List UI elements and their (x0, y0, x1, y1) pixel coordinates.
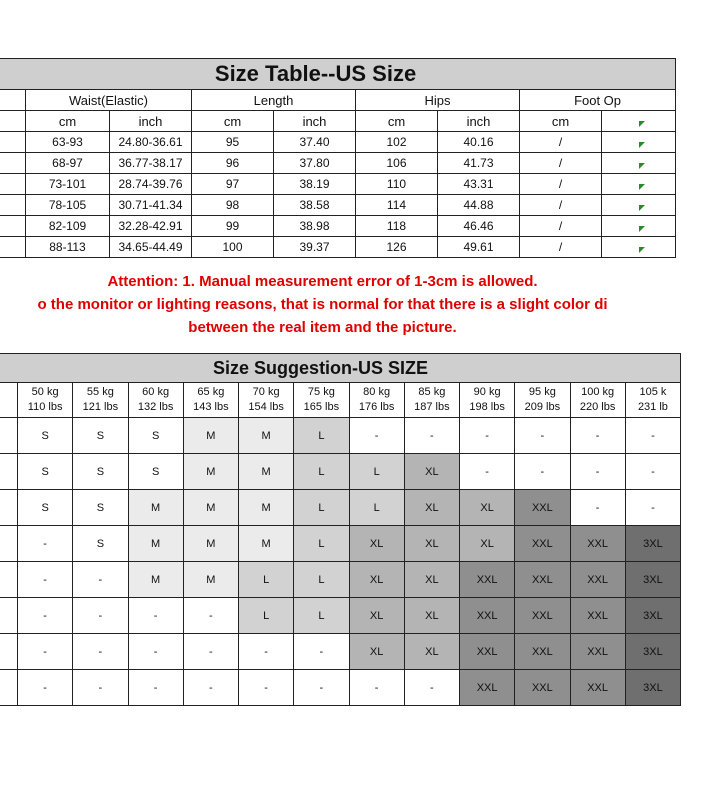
size-cell: 106 (356, 153, 438, 174)
weight-kg: 100 kg (581, 386, 615, 398)
size-cell: 28.74-39.76 (110, 174, 192, 195)
size-cell: 78-105 (26, 195, 110, 216)
suggestion-row (0, 454, 681, 490)
suggestion-cell: - (128, 670, 183, 706)
size-cell: 37.40 (274, 132, 356, 153)
weight-lbs: 198 lbs (469, 401, 505, 413)
size-cell: 44.88 (438, 195, 520, 216)
weight-header (73, 383, 128, 418)
suggestion-cell: - (18, 526, 73, 562)
suggestion-cell: - (183, 670, 238, 706)
size-cell-extra (602, 153, 676, 174)
green-corner-mark (639, 121, 645, 127)
height-cell (0, 598, 18, 634)
suggestion-cell: - (128, 634, 183, 670)
size-row (0, 216, 676, 237)
weight-lbs: 187 lbs (414, 401, 450, 413)
size-cell: 41.73 (438, 153, 520, 174)
suggestion-cell: XXL (515, 670, 570, 706)
suggestion-cell: M (183, 454, 238, 490)
suggestion-cell: - (625, 454, 680, 490)
green-corner-mark (639, 163, 645, 169)
height-cell (0, 526, 18, 562)
size-cell: 88-113 (26, 237, 110, 258)
suggestion-cell: - (515, 454, 570, 490)
suggestion-cell: XL (349, 526, 404, 562)
suggestion-cell: M (183, 490, 238, 526)
suggestion-cell: - (349, 670, 404, 706)
weight-header (515, 383, 570, 418)
suggestion-cell: S (73, 526, 128, 562)
size-table-title: Size Table--US Size (0, 59, 676, 90)
weight-kg: 95 kg (528, 386, 556, 398)
suggestion-cell: XXL (460, 562, 515, 598)
green-corner-mark (639, 142, 645, 148)
size-row (0, 195, 676, 216)
suggestion-cell: L (294, 598, 349, 634)
suggestion-cell: S (18, 490, 73, 526)
suggestion-cell: XXL (570, 598, 625, 634)
suggestion-cell: - (460, 418, 515, 454)
size-cell (0, 237, 26, 258)
suggestion-cell: L (349, 490, 404, 526)
suggestion-cell: XL (349, 634, 404, 670)
suggestion-cell: XXL (570, 526, 625, 562)
weight-lbs: 143 lbs (193, 401, 229, 413)
subheader-foot-inch (602, 111, 676, 132)
size-cell-extra (602, 174, 676, 195)
size-cell (0, 153, 26, 174)
suggestion-cell: XXL (515, 562, 570, 598)
weight-lbs: 209 lbs (524, 401, 561, 413)
suggestion-cell: XXL (515, 598, 570, 634)
size-cell: 73-101 (26, 174, 110, 195)
suggestion-cell: - (18, 562, 73, 598)
suggestion-cell: M (128, 490, 183, 526)
weight-header (294, 383, 349, 418)
size-cell: 24.80-36.61 (110, 132, 192, 153)
suggestion-cell: S (73, 490, 128, 526)
weight-kg: 85 kg (418, 386, 446, 398)
suggestion-cell: - (570, 454, 625, 490)
suggestion-row (0, 418, 681, 454)
suggestion-cell: M (239, 418, 294, 454)
size-cell: 34.65-44.49 (110, 237, 192, 258)
size-cell: 110 (356, 174, 438, 195)
suggestion-cell: S (73, 454, 128, 490)
size-cell: 36.77-38.17 (110, 153, 192, 174)
suggestion-cell: 3XL (625, 562, 680, 598)
suggestion-cell: - (570, 418, 625, 454)
size-cell: / (520, 153, 602, 174)
weight-lbs: 132 lbs (137, 401, 174, 413)
suggestion-cell: XL (404, 562, 459, 598)
size-cell: 43.31 (438, 174, 520, 195)
suggestion-cell: M (239, 454, 294, 490)
weight-kg: 105 k (639, 386, 667, 398)
suggestion-cell: - (73, 598, 128, 634)
weight-header (460, 383, 515, 418)
size-cell: 99 (192, 216, 274, 237)
suggestion-cell: L (294, 454, 349, 490)
suggestion-cell: - (239, 634, 294, 670)
size-cell-extra (602, 216, 676, 237)
size-cell: 38.58 (274, 195, 356, 216)
suggestion-cell: 3XL (625, 634, 680, 670)
weight-lbs: 231 lb (637, 401, 668, 413)
suggestion-cell: M (128, 562, 183, 598)
size-row (0, 132, 676, 153)
attention-line-3: between the real item and the picture. (188, 319, 457, 336)
size-cell: 82-109 (26, 216, 110, 237)
suggestion-cell: - (625, 490, 680, 526)
size-cell: / (520, 237, 602, 258)
size-row (0, 237, 676, 258)
suggestion-cell: XXL (515, 526, 570, 562)
suggestion-cell: XL (404, 634, 459, 670)
size-cell: 114 (356, 195, 438, 216)
size-cell (0, 216, 26, 237)
size-cell (0, 174, 26, 195)
weight-kg: 75 kg (307, 386, 335, 398)
suggestion-cell: - (128, 598, 183, 634)
weight-kg: 60 kg (142, 386, 170, 398)
size-cell: 96 (192, 153, 274, 174)
suggestion-cell: XL (404, 490, 459, 526)
suggestion-cell: S (128, 418, 183, 454)
size-suggestion-table (0, 353, 681, 706)
suggestion-cell: M (128, 526, 183, 562)
suggestion-cell: M (183, 562, 238, 598)
weight-header (239, 383, 294, 418)
header-waist: Waist(Elastic) (26, 90, 192, 111)
suggestion-cell: - (349, 418, 404, 454)
size-cell-extra (602, 237, 676, 258)
suggestion-cell: S (18, 418, 73, 454)
size-cell: 118 (356, 216, 438, 237)
height-cell (0, 490, 18, 526)
size-cell: 63-93 (26, 132, 110, 153)
subheader-hips-cm: cm (356, 111, 438, 132)
size-cell (0, 195, 26, 216)
suggestion-row (0, 598, 681, 634)
suggestion-cell: - (18, 634, 73, 670)
weight-kg: 70 kg (252, 386, 280, 398)
size-row (0, 153, 676, 174)
suggestion-body (0, 383, 681, 706)
weight-header (570, 383, 625, 418)
suggestion-cell: 3XL (625, 670, 680, 706)
suggestion-cell: XXL (570, 670, 625, 706)
suggestion-cell: - (73, 562, 128, 598)
suggestion-cell: XXL (515, 490, 570, 526)
suggestion-cell: L (294, 526, 349, 562)
suggestion-cell: XXL (460, 670, 515, 706)
green-corner-mark (639, 247, 645, 253)
size-cell-extra (602, 132, 676, 153)
weight-lbs: 121 lbs (82, 401, 119, 413)
header-hips: Hips (356, 90, 520, 111)
suggestion-cell: - (18, 598, 73, 634)
weight-kg: 80 kg (363, 386, 391, 398)
subheader-length-inch: inch (274, 111, 356, 132)
suggestion-cell: - (18, 670, 73, 706)
suggestion-cell: XL (404, 598, 459, 634)
weight-lbs: 176 lbs (358, 401, 395, 413)
height-cell (0, 454, 18, 490)
subheader-length-cm: cm (192, 111, 274, 132)
suggestion-row (0, 562, 681, 598)
suggestion-cell: 3XL (625, 598, 680, 634)
suggestion-cell: XL (349, 562, 404, 598)
size-cell: 68-97 (26, 153, 110, 174)
size-cell: 40.16 (438, 132, 520, 153)
weight-lbs: 165 lbs (303, 401, 340, 413)
suggestion-cell: XL (404, 526, 459, 562)
suggestion-cell: M (239, 526, 294, 562)
suggestion-cell: L (349, 454, 404, 490)
size-cell: 39.37 (274, 237, 356, 258)
size-cell: 46.46 (438, 216, 520, 237)
weight-header (128, 383, 183, 418)
suggestion-cell: - (404, 418, 459, 454)
size-cell: 97 (192, 174, 274, 195)
suggestion-cell: M (239, 490, 294, 526)
size-table (0, 58, 676, 258)
size-cell: 37.80 (274, 153, 356, 174)
size-cell: 38.19 (274, 174, 356, 195)
suggestion-row (0, 634, 681, 670)
suggestion-cell: S (128, 454, 183, 490)
suggestion-cell: M (183, 526, 238, 562)
weight-lbs: 110 lbs (27, 401, 63, 413)
size-cell: 100 (192, 237, 274, 258)
weight-kg: 90 kg (473, 386, 501, 398)
header-size-cm (0, 90, 26, 111)
suggestion-cell: L (294, 418, 349, 454)
height-cell (0, 418, 18, 454)
size-cell: 49.61 (438, 237, 520, 258)
weight-header (404, 383, 459, 418)
suggestion-cell: L (294, 490, 349, 526)
suggestion-cell: XXL (460, 634, 515, 670)
size-cell: / (520, 174, 602, 195)
weight-header (18, 383, 73, 418)
size-cell: 98 (192, 195, 274, 216)
suggestion-cell: XL (460, 490, 515, 526)
size-cell: / (520, 216, 602, 237)
subheader-foot-cm: cm (520, 111, 602, 132)
size-table-body (0, 132, 676, 258)
size-row (0, 174, 676, 195)
suggestion-cell: XXL (570, 562, 625, 598)
suggestion-cell: S (18, 454, 73, 490)
green-corner-mark (639, 205, 645, 211)
suggestion-cell: S (73, 418, 128, 454)
suggestion-title: Size Suggestion-US SIZE (0, 354, 681, 383)
suggestion-cell: - (73, 634, 128, 670)
suggestion-cell: XL (460, 526, 515, 562)
size-cell (0, 132, 26, 153)
size-cell-extra (602, 195, 676, 216)
size-cell: 126 (356, 237, 438, 258)
suggestion-cell: XXL (515, 634, 570, 670)
subheader-waist-cm: cm (26, 111, 110, 132)
subheader-size (0, 111, 26, 132)
subheader-hips-inch: inch (438, 111, 520, 132)
size-cell: / (520, 132, 602, 153)
suggestion-cell: - (625, 418, 680, 454)
suggestion-cell: XL (404, 454, 459, 490)
height-corner-cell (0, 383, 18, 418)
weight-kg: 65 kg (197, 386, 225, 398)
suggestion-cell: L (239, 562, 294, 598)
header-length: Length (192, 90, 356, 111)
suggestion-cell: - (183, 634, 238, 670)
weight-header (625, 383, 680, 418)
green-corner-mark (639, 184, 645, 190)
attention-line-1: Attention: 1. Manual measurement error of 1-3cm is allowed. (107, 273, 538, 290)
subheader-waist-inch: inch (110, 111, 192, 132)
suggestion-cell: 3XL (625, 526, 680, 562)
height-cell (0, 634, 18, 670)
suggestion-cell: L (239, 598, 294, 634)
suggestion-cell: - (239, 670, 294, 706)
suggestion-cell: L (294, 562, 349, 598)
height-cell (0, 670, 18, 706)
weight-lbs: 154 lbs (248, 401, 284, 413)
header-foot-opening: Foot Op (520, 90, 676, 111)
attention-line-2: o the monitor or lighting reasons, that is normal for that there is a slight color di (37, 296, 608, 313)
weight-header (349, 383, 404, 418)
suggestion-cell: - (183, 598, 238, 634)
suggestion-cell: - (294, 634, 349, 670)
suggestion-cell: - (73, 670, 128, 706)
suggestion-cell: M (183, 418, 238, 454)
suggestion-cell: XXL (570, 634, 625, 670)
suggestion-cell: - (460, 454, 515, 490)
suggestion-cell: - (404, 670, 459, 706)
size-cell: 32.28-42.91 (110, 216, 192, 237)
weight-kg: 50 kg (31, 386, 59, 398)
suggestion-cell: - (294, 670, 349, 706)
height-cell (0, 562, 18, 598)
suggestion-row (0, 670, 681, 706)
weight-lbs: 220 lbs (579, 401, 616, 413)
size-cell: 30.71-41.34 (110, 195, 192, 216)
size-cell: / (520, 195, 602, 216)
size-cell: 38.98 (274, 216, 356, 237)
suggestion-row (0, 526, 681, 562)
suggestion-cell: - (515, 418, 570, 454)
weight-kg: 55 kg (86, 386, 114, 398)
size-cell: 102 (356, 132, 438, 153)
suggestion-row (0, 490, 681, 526)
suggestion-cell: XXL (460, 598, 515, 634)
size-cell: 95 (192, 132, 274, 153)
suggestion-cell: XL (349, 598, 404, 634)
suggestion-cell: - (570, 490, 625, 526)
green-corner-mark (639, 226, 645, 232)
weight-header (183, 383, 238, 418)
